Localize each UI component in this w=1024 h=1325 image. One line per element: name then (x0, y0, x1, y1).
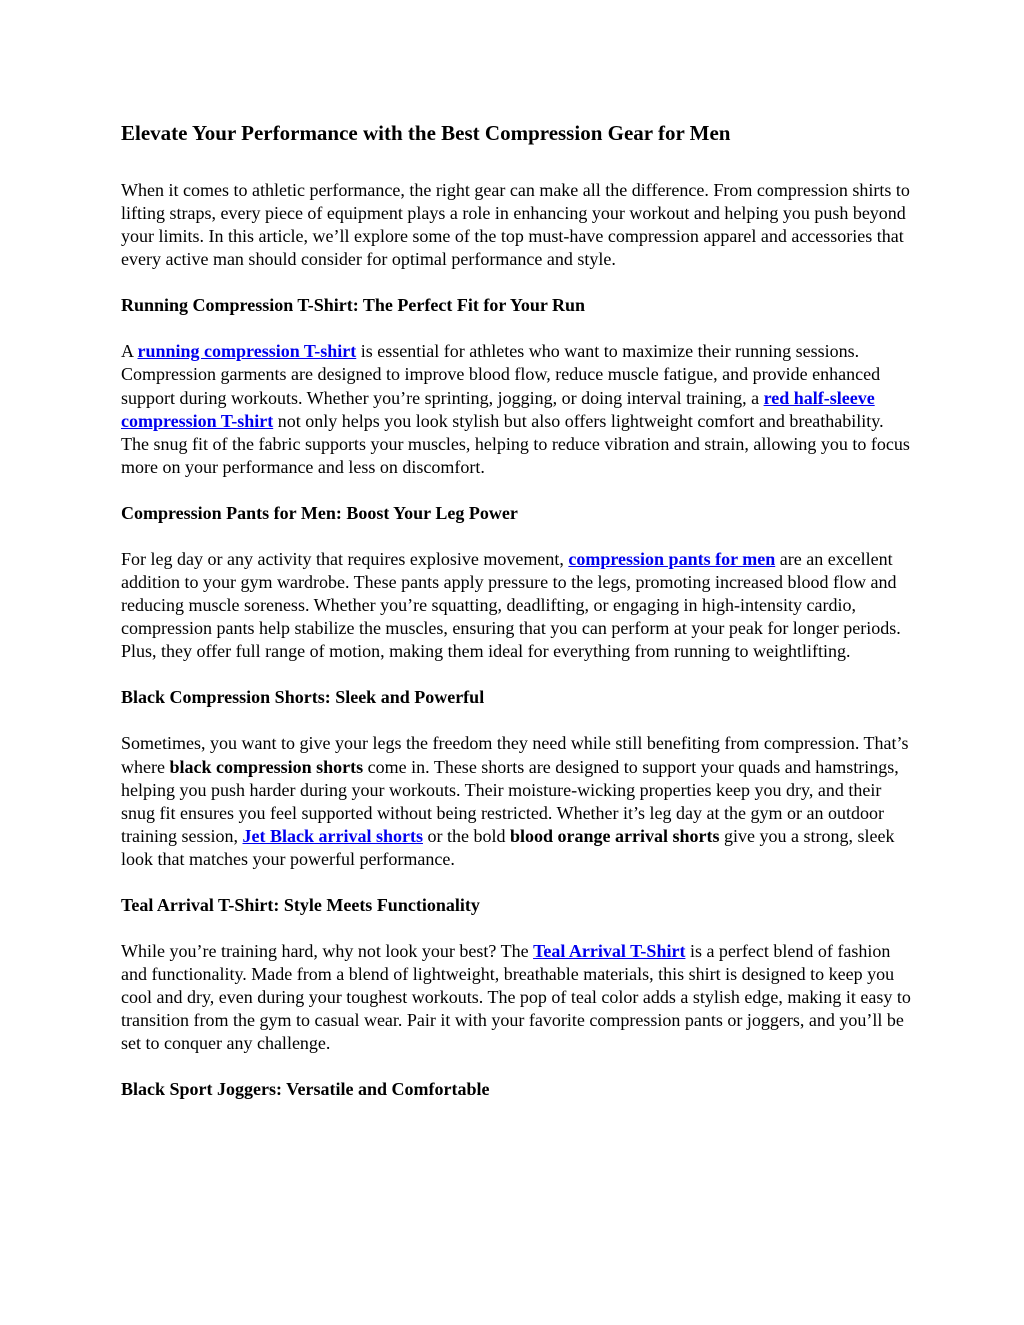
link-red-half-sleeve-tshirt[interactable]: red half-sleeve compression T-shirt (121, 387, 875, 431)
text-span: not only helps you look stylish but also offers lightweight comfort and breathability. The snug fit of the fabric supports your muscles, helping to reduce vibration and strain, allowing you to focus more on your performance and less on discomfort. (121, 410, 910, 477)
text-span: A (121, 341, 138, 362)
section-paragraph-compression-shorts (121, 732, 911, 871)
link-teal-arrival-tshirt[interactable]: Teal Arrival T-Shirt (533, 940, 686, 961)
text-span: Sometimes, you want to give your legs the freedom they need while still benefiting from compression. That’s where (121, 733, 909, 777)
section-heading-running-tshirt: Running Compression T-Shirt: The Perfect Fit for Your Run (121, 295, 586, 316)
text-span: or the bold (422, 825, 510, 846)
text-span: is essential for athletes who want to maximize their running sessions. Compression garments are designed to improve blood flow, reduce muscle fatigue, and provide enhanced support during workouts. Whether you’re sprinting, jogging, or doing interval training, a (121, 341, 881, 408)
text-span: While you’re training hard, why not look your best? The (121, 940, 534, 961)
link-running-compression-tshirt[interactable]: running compression T-shirt (137, 341, 357, 362)
intro-paragraph: When it comes to athletic performance, the right gear can make all the difference. From compression shirts to lifting straps, every piece of equipment plays a role in enhancing your workout and helping you push beyond your limits. In this article, we’ll explore some of the top must-have compression apparel and accessories that every active man should consider for optimal performance and style. (121, 180, 910, 270)
section-heading-compression-shorts: Black Compression Shorts: Sleek and Powerful (121, 687, 485, 708)
link-compression-pants[interactable]: compression pants for men (568, 548, 776, 569)
section-heading-teal-tshirt: Teal Arrival T-Shirt: Style Meets Functionality (121, 894, 480, 915)
text-span: give you a strong, sleek look that matches your powerful performance. (121, 825, 895, 869)
text-span: is a perfect blend of fashion and functionality. Made from a blend of lightweight, breathable materials, this shirt is designed to keep you cool and dry, even during your toughest workouts. The pop of teal color adds a stylish edge, making it easy to transition from the gym to casual wear. Pair it with your favorite compression pants or joggers, and you’ll be set to conquer any challenge. (121, 940, 911, 1054)
bold-blood-orange-shorts: blood orange arrival shorts (509, 825, 720, 846)
section-paragraph-teal-tshirt (121, 940, 911, 1055)
text-span: For leg day or any activity that requires explosive movement, (121, 548, 569, 569)
section-paragraph-compression-pants (121, 548, 911, 663)
section-paragraph-running-tshirt (121, 340, 911, 479)
text-span: are an excellent addition to your gym wardrobe. These pants apply pressure to the legs, promoting increased blood flow and reducing muscle soreness. Whether you’re squatting, deadlifting, or engaging in high-intensity cardio, compression pants help stabilize the muscles, ensuring that you can perform at your peak for longer periods. Plus, they offer full range of motion, making them ideal for everything from running to weightlifting. (121, 548, 901, 662)
page-title: Elevate Your Performance with the Best Compression Gear for Men (121, 121, 731, 145)
document-page (121, 118, 911, 1124)
section-heading-compression-pants: Compression Pants for Men: Boost Your Leg Power (121, 502, 518, 523)
bold-black-compression-shorts: black compression shorts (169, 756, 364, 777)
text-span: come in. These shorts are designed to support your quads and hamstrings, helping you push harder during your workouts. Their moisture-wicking properties keep you dry, and their snug fit ensures you feel supported without being restricted. Whether it’s leg day at the gym or an outdoor training session, (121, 756, 899, 846)
link-jet-black-arrival-shorts[interactable]: Jet Black arrival shorts (242, 825, 423, 846)
section-heading-sport-joggers: Black Sport Joggers: Versatile and Comfortable (121, 1079, 490, 1100)
